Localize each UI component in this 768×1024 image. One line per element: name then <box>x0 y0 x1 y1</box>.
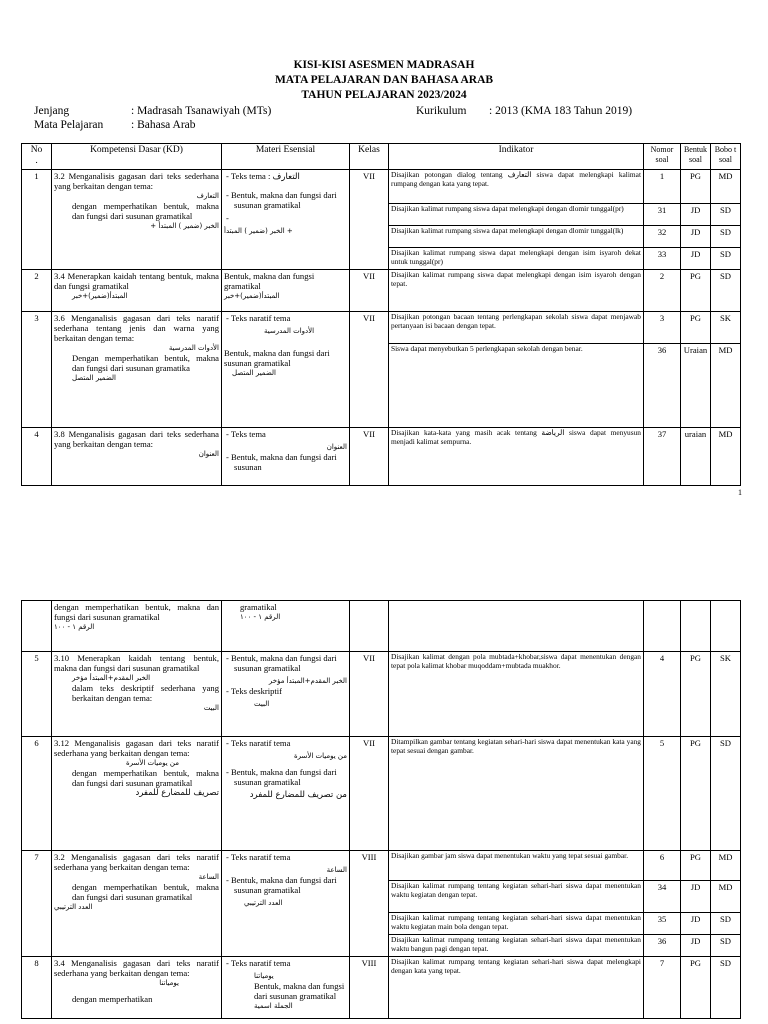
row-bobot <box>711 601 741 652</box>
table-row <box>22 652 741 737</box>
row-bobot: MD <box>711 428 741 486</box>
jenjang-label: Jenjang <box>34 105 70 117</box>
row-materi: - Teks naratif tema الساعة - Bentuk, makna dan fungsi dari susunan gramatikal العدد الترتيبي <box>222 851 350 957</box>
row-bentuk: JD <box>681 913 711 935</box>
row-materi: - Bentuk, makna dan fungsi dari susunan gramatikal الخبر المقدم+المبتدأ مؤخر - Teks deskriptif البيت <box>222 652 350 737</box>
row-nomor: 32 <box>644 226 681 248</box>
row-bobot: MD <box>711 881 741 913</box>
row-nomor: 3 <box>644 312 681 344</box>
row-kelas: VII <box>350 428 389 486</box>
row-bobot: SD <box>711 957 741 1019</box>
row-nomor: 2 <box>644 270 681 312</box>
row-kelas: VII <box>350 652 389 737</box>
row-bentuk: Uraian <box>681 344 711 428</box>
mapel-label: Mata Pelajaran <box>34 119 104 131</box>
row-bobot: SD <box>711 248 741 270</box>
row-materi: gramatikal الرقم ١ - ١٠٠ <box>222 601 350 652</box>
row-materi: - Teks tema : التعارف - Bentuk, makna dan fungsi dari susunan gramatikal - الخبر (ضمير ) المبتدأ + <box>222 170 350 270</box>
row-kelas: VII <box>350 737 389 851</box>
row-kelas: VII <box>350 270 389 312</box>
row-indikator: Disajikan potongan dialog tentang التعارف siswa dapat melengkapi kalimat rumpang dengan kata yang tepat. <box>389 170 644 204</box>
row-bentuk: PG <box>681 737 711 851</box>
row-kd: dengan memperhatikan bentuk, makna dan fungsi dari susunan gramatikal الرقم ١ - ١٠٠ <box>52 601 222 652</box>
table-row <box>22 312 741 344</box>
row-bobot: MD <box>711 170 741 204</box>
row-bobot: MD <box>711 344 741 428</box>
row-indikator: Disajikan kalimat rumpang tentang kegiatan sehari-hari siswa dapat menentukan waktu bangun pagi dengan tepat. <box>389 935 644 957</box>
mapel-value: : Bahasa Arab <box>131 119 196 131</box>
row-bobot: MD <box>711 851 741 881</box>
header-kelas: Kelas <box>350 144 389 170</box>
row-materi: - Teks naratif tema يومياتنا Bentuk, makna dan fungsi dari susunan gramatikal الجملة اسمية <box>222 957 350 1019</box>
row-kelas: VII <box>350 312 389 428</box>
row-kelas: VII <box>350 170 389 270</box>
row-no: 8 <box>22 957 52 1019</box>
row-materi: - Teks naratif tema من يوميات الأسرة - Bentuk, makna dan fungsi dari susunan gramatikal من تصريف للمضارع للمفرد <box>222 737 350 851</box>
row-bentuk: PG <box>681 652 711 737</box>
kisi-kisi-table-page-1 <box>21 143 741 486</box>
kurikulum-label: Kurikulum <box>416 105 467 117</box>
table-row <box>22 428 741 486</box>
row-kd: 3.2 Menganalisis gagasan dari teks sederhana yang berkaitan dengan tema: التعارف dengan memperhatikan bentuk, makna dan fungsi dari susunan gramatikal الخبر (ضمير ) المبتدأ + <box>52 170 222 270</box>
row-kd: 3.8 Menganalisis gagasan dari teks sederhana yang berkaitan dengan tema: العنوان <box>52 428 222 486</box>
row-indikator: Disajikan kalimat rumpang siswa dapat melengkapi dengan dlomir tunggal(pr) <box>389 204 644 226</box>
row-bobot: SD <box>711 737 741 851</box>
jenjang-value: : Madrasah Tsanawiyah (MTs) <box>131 105 272 117</box>
table-row <box>22 957 741 1019</box>
row-nomor: 4 <box>644 652 681 737</box>
row-kd: 3.12 Menganalisis gagasan dari teks naratif sederhana yang berkaitan dengan tema: من يوميات الأسرة dengan memperhatikan bentuk, makna dan fungsi dari susunan gramatikal تصريف للمضارع للمفرد <box>52 737 222 851</box>
row-bentuk: PG <box>681 312 711 344</box>
row-kd: 3.10 Menerapkan kaidah tentang bentuk, makna dan fungsi dari susunan gramatikal الخبر المقدم+المبتدأ مؤخر dalam teks deskriptif sederhana yang berkaitan dengan tema: البيت <box>52 652 222 737</box>
header-bentuk: Bentuk soal <box>681 144 711 170</box>
row-nomor: 7 <box>644 957 681 1019</box>
row-materi: - Teks tema العنوان - Bentuk, makna dan fungsi dari susunan <box>222 428 350 486</box>
table-header-row <box>22 144 741 170</box>
row-kelas <box>350 601 389 652</box>
kurikulum-value: : 2013 (KMA 183 Tahun 2019) <box>489 105 633 117</box>
row-no: 7 <box>22 851 52 957</box>
row-bobot: SD <box>711 204 741 226</box>
row-kd: 3.4 Menerapkan kaidah tentang bentuk, makna dan fungsi gramatikal المبتدأ(ضمير)+خبر <box>52 270 222 312</box>
row-indikator: Ditampilkan gambar tentang kegiatan sehari-hari siswa dapat menentukan kata yang tepat sesuai dengan gambar. <box>389 737 644 851</box>
row-nomor: 36 <box>644 344 681 428</box>
doc-title-1: KISI-KISI ASESMEN MADRASAH <box>293 59 475 71</box>
page-gap <box>0 520 768 580</box>
row-no: 4 <box>22 428 52 486</box>
row-bentuk: JD <box>681 204 711 226</box>
row-nomor: 6 <box>644 851 681 881</box>
row-bentuk: JD <box>681 935 711 957</box>
row-indikator: Disajikan kalimat dengan pola mubtada+khobar,siswa dapat menentukan dengan tepat pola kalimat khobar muqoddam+mubtada muakhor. <box>389 652 644 737</box>
row-bentuk <box>681 601 711 652</box>
row-kelas: VIII <box>350 957 389 1019</box>
row-indikator <box>389 601 644 652</box>
row-nomor: 31 <box>644 204 681 226</box>
row-no: 2 <box>22 270 52 312</box>
row-materi: - Teks naratif tema الأدوات المدرسية Bentuk, makna dan fungsi dari susunan gramatikal الضمير المتصل <box>222 312 350 428</box>
row-kd: 3.4 Menganalisis gagasan dari teks naratif sederhana yang berkaitan dengan tema: يومياتنا dengan memperhatikan <box>52 957 222 1019</box>
row-nomor: 1 <box>644 170 681 204</box>
row-bobot: SD <box>711 270 741 312</box>
row-bentuk: PG <box>681 270 711 312</box>
row-bentuk: JD <box>681 226 711 248</box>
row-no: 1 <box>22 170 52 270</box>
document-page-2 <box>0 580 768 1024</box>
row-indikator: Disajikan kalimat rumpang tentang kegiatan sehari-hari siswa dapat menentukan waktu kegiatan dengan tepat. <box>389 881 644 913</box>
row-kd: 3.6 Menganalisis gagasan dari teks naratif sederhana tentang jenis dan warna yang berkaitan dengan tema: الأدوات المدرسية Dengan memperhatikan bentuk, makna dan fungsi dari susunan gramatika الضمير المتصل <box>52 312 222 428</box>
row-bobot: SD <box>711 226 741 248</box>
row-indikator: Disajikan kalimat rumpang siswa dapat melengkapi dengan isim isyaroh dengan tepat. <box>389 270 644 312</box>
row-bentuk: JD <box>681 881 711 913</box>
row-bentuk: uraian <box>681 428 711 486</box>
header-indikator: Indikator <box>389 144 644 170</box>
row-bentuk: PG <box>681 957 711 1019</box>
row-no: 5 <box>22 652 52 737</box>
row-bobot: SD <box>711 935 741 957</box>
row-bobot: SK <box>711 652 741 737</box>
table-row <box>22 737 741 851</box>
page-number: 1 <box>738 488 742 497</box>
row-nomor: 33 <box>644 248 681 270</box>
header-bobot: Bobo t soal <box>711 144 741 170</box>
table-row <box>22 270 741 312</box>
row-nomor <box>644 601 681 652</box>
header-materi: Materi Esensial <box>222 144 350 170</box>
row-bentuk: PG <box>681 851 711 881</box>
row-no: 6 <box>22 737 52 851</box>
row-nomor: 34 <box>644 881 681 913</box>
row-nomor: 35 <box>644 913 681 935</box>
doc-title-2: MATA PELAJARAN DAN BAHASA ARAB <box>274 74 494 86</box>
row-bentuk: JD <box>681 248 711 270</box>
row-bobot: SK <box>711 312 741 344</box>
row-indikator: Disajikan kata-kata yang masih acak tentang الرياضة siswa dapat menyusun menjadi kalimat sempurna. <box>389 428 644 486</box>
table-row <box>22 170 741 204</box>
row-indikator: Disajikan gambar jam siswa dapat menentukan waktu yang tepat sesuai gambar. <box>389 851 644 881</box>
table-row <box>22 851 741 881</box>
row-nomor: 36 <box>644 935 681 957</box>
header-no: No . <box>22 144 52 170</box>
row-indikator: Disajikan kalimat rumpang siswa dapat melengkapi dengan dlomir tunggal(lk) <box>389 226 644 248</box>
row-nomor: 5 <box>644 737 681 851</box>
row-materi: Bentuk, makna dan fungsi gramatikal المبتدأ(ضمير)+خبر <box>222 270 350 312</box>
row-indikator: Disajikan kalimat rumpang tentang kegiatan sehari-hari siswa dapat melengkapi dengan kata yang tepat. <box>389 957 644 1019</box>
row-kd: 3.2 Menganalisis gagasan dari teks naratif sederhana yang berkaitan dengan tema: الساعة dengan memperhatikan bentuk, makna dan fungsi dari susunan gramatikal العدد الترتيبي <box>52 851 222 957</box>
row-bentuk: PG <box>681 170 711 204</box>
row-indikator: Disajikan kalimat rumpang tentang kegiatan sehari-hari siswa dapat menentukan waktu kegiatan main bola dengan tepat. <box>389 913 644 935</box>
kisi-kisi-table-page-2 <box>21 600 741 1019</box>
table-row <box>22 601 741 652</box>
row-indikator: Siswa dapat menyebutkan 5 perlengkapan sekolah dengan benar. <box>389 344 644 428</box>
row-bobot: SD <box>711 913 741 935</box>
doc-title-3: TAHUN PELAJARAN 2023/2024 <box>301 89 467 101</box>
row-kelas: VIII <box>350 851 389 957</box>
row-no: 3 <box>22 312 52 428</box>
row-indikator: Disajikan kalimat rumpang siswa dapat melengkapi dengan isim isyaroh dekat untuk tunggal(pr) <box>389 248 644 270</box>
row-no <box>22 601 52 652</box>
row-indikator: Disajikan potongan bacaan tentang perlengkapan sekolah siswa dapat menjawab pertanyaan isi bacaan dengan tepat. <box>389 312 644 344</box>
header-nomor: Nomor soal <box>644 144 681 170</box>
row-nomor: 37 <box>644 428 681 486</box>
header-kd: Kompetensi Dasar (KD) <box>52 144 222 170</box>
